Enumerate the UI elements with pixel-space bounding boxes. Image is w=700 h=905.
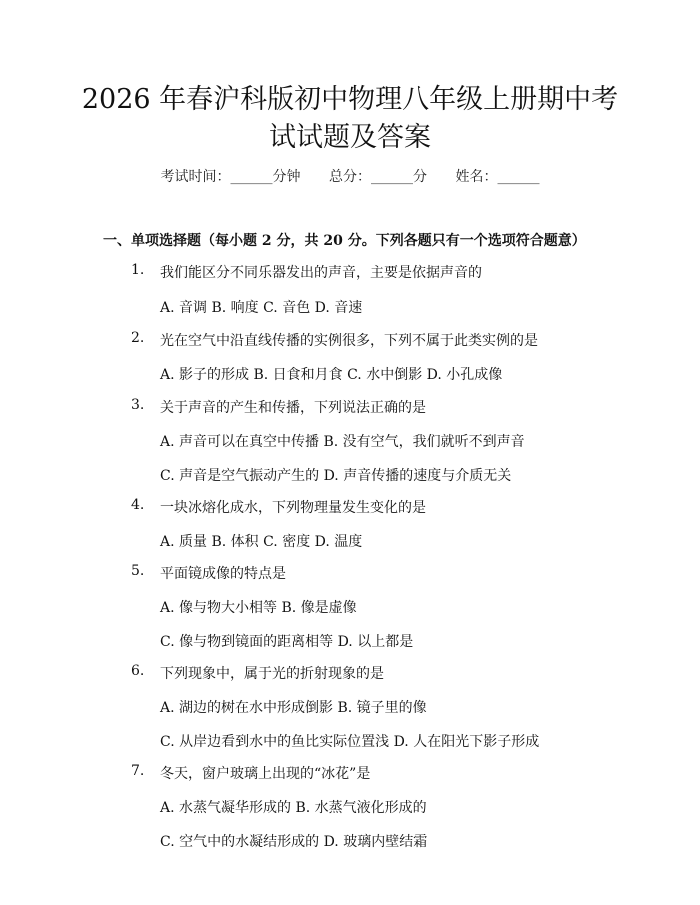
question-text: 下列现象中，属于光的折射现象的是 (160, 666, 384, 682)
question-text: 关于声音的产生和传播，下列说法正确的是 (160, 400, 426, 416)
question-number: 6. (131, 663, 145, 679)
exam-meta (0, 166, 700, 186)
question-options: A. 声音可以在真空中传播 B. 没有空气，我们就听不到声音 (160, 434, 525, 450)
exam-time-field: 考试时间：______分钟 (160, 169, 301, 185)
question-number: 3. (131, 397, 145, 413)
question-number: 7. (131, 763, 145, 779)
question-number: 5. (131, 563, 145, 579)
question-text: 一块冰熔化成水，下列物理量发生变化的是 (160, 500, 426, 516)
question-text: 平面镜成像的特点是 (160, 566, 286, 582)
question-number: 4. (131, 497, 145, 513)
question-number: 2. (131, 330, 145, 346)
question-options: A. 水蒸气凝华形成的 B. 水蒸气液化形成的 (160, 800, 427, 816)
question-options: A. 影子的形成 B. 日食和月食 C. 水中倒影 D. 小孔成像 (160, 367, 503, 383)
question-options: A. 湖边的树在水中形成倒影 B. 镜子里的像 (160, 700, 427, 716)
question-options: C. 从岸边看到水中的鱼比实际位置浅 D. 人在阳光下影子形成 (160, 734, 540, 750)
title-line-2: 试试题及答案 (269, 122, 431, 153)
title-line-1: 2026 年春沪科版初中物理八年级上册期中考 (81, 84, 619, 115)
question-text: 光在空气中沿直线传播的实例很多，下列不属于此类实例的是 (160, 333, 538, 349)
question-options: C. 空气中的水凝结形成的 D. 玻璃内壁结霜 (160, 834, 428, 850)
question-options: A. 像与物大小相等 B. 像是虚像 (160, 600, 357, 616)
question-text: 我们能区分不同乐器发出的声音，主要是依据声音的 (160, 265, 482, 281)
question-options: C. 像与物到镜面的距离相等 D. 以上都是 (160, 634, 414, 650)
section-heading: 一、单项选择题（每小题 2 分，共 20 分。下列各题只有一个选项符合题意） (103, 233, 586, 249)
total-score-field: 总分：______分 (329, 169, 427, 185)
question-text: 冬天，窗户玻璃上出现的“冰花”是 (160, 766, 371, 782)
question-options: C. 声音是空气振动产生的 D. 声音传播的速度与介质无关 (160, 468, 512, 484)
question-options: A. 质量 B. 体积 C. 密度 D. 温度 (160, 534, 363, 550)
question-options: A. 音调 B. 响度 C. 音色 D. 音速 (160, 300, 363, 316)
question-number: 1. (131, 262, 145, 278)
name-field: 姓名：______ (455, 169, 540, 185)
